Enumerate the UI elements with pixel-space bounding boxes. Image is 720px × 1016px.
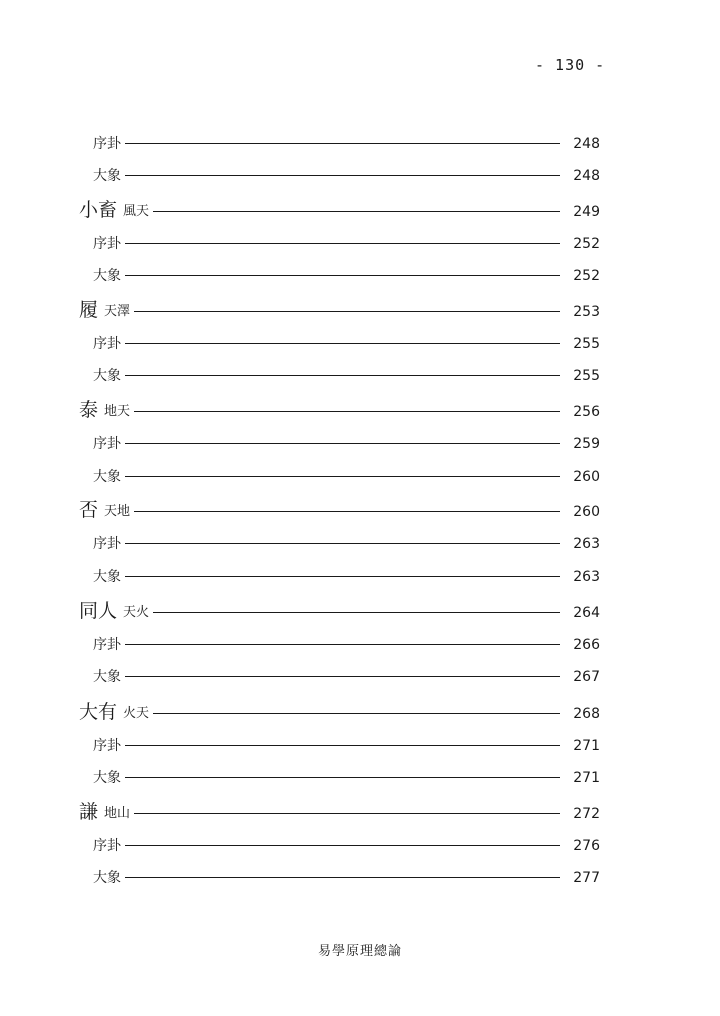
- leader-line: [125, 877, 560, 878]
- hexagram-name: 履: [79, 299, 99, 321]
- entry-title: [0, 236, 121, 252]
- page-ref: 266: [573, 637, 600, 653]
- leader-line: [153, 612, 560, 613]
- page-ref: 263: [573, 569, 600, 585]
- leader-line: [125, 175, 560, 176]
- leader-line: [125, 777, 560, 778]
- page-ref: 255: [573, 368, 600, 384]
- toc-subsection-entry[interactable]: [0, 360, 720, 384]
- page-ref: 249: [573, 204, 600, 220]
- section-name: 序卦: [93, 838, 121, 854]
- leader-line: [125, 476, 560, 477]
- leader-line: [134, 511, 560, 512]
- trigram-label: 風天: [123, 204, 150, 219]
- entry-title: [0, 770, 121, 786]
- toc-hexagram-entry[interactable]: [0, 597, 720, 621]
- page-ref: 264: [573, 605, 600, 621]
- page-number: - 130 -: [535, 56, 606, 74]
- section-name: 序卦: [93, 536, 121, 552]
- hexagram-name: 同人: [79, 600, 118, 622]
- page-ref: 271: [573, 738, 600, 754]
- section-name: 序卦: [93, 136, 121, 152]
- page-ref: 253: [573, 304, 600, 320]
- trigram-label: 地山: [104, 806, 131, 821]
- section-name: 大象: [93, 469, 121, 485]
- trigram-label: 天地: [104, 504, 131, 519]
- entry-title: [0, 838, 121, 854]
- leader-line: [153, 713, 560, 714]
- toc-subsection-entry[interactable]: [0, 128, 720, 152]
- section-name: 大象: [93, 669, 121, 685]
- toc-subsection-entry[interactable]: [0, 730, 720, 754]
- section-name: 大象: [93, 870, 121, 886]
- hexagram-name: 泰: [79, 399, 99, 421]
- entry-title: [0, 168, 121, 184]
- page-ref: 259: [573, 436, 600, 452]
- toc-hexagram-entry[interactable]: [0, 798, 720, 822]
- leader-line: [125, 375, 560, 376]
- entry-title: [0, 569, 121, 585]
- entry-title: [0, 637, 121, 653]
- entry-title: [0, 436, 121, 452]
- page-ref: 271: [573, 770, 600, 786]
- toc-hexagram-entry[interactable]: [0, 698, 720, 722]
- toc-subsection-entry[interactable]: [0, 160, 720, 184]
- entry-title: [0, 336, 121, 352]
- toc-subsection-entry[interactable]: [0, 528, 720, 552]
- page-ref: 248: [573, 168, 600, 184]
- toc-hexagram-entry[interactable]: [0, 196, 720, 220]
- leader-line: [125, 543, 560, 544]
- leader-line: [125, 676, 560, 677]
- hexagram-name: 謙: [79, 801, 99, 823]
- page-ref: 252: [573, 236, 600, 252]
- toc-subsection-entry[interactable]: [0, 428, 720, 452]
- toc-subsection-entry[interactable]: [0, 629, 720, 653]
- leader-line: [134, 813, 560, 814]
- section-name: 序卦: [93, 637, 121, 653]
- page-ref: 277: [573, 870, 600, 886]
- leader-line: [153, 211, 560, 212]
- section-name: 大象: [93, 569, 121, 585]
- entry-title: [0, 136, 121, 152]
- entry-title: [0, 802, 130, 822]
- leader-line: [125, 644, 560, 645]
- page-ref: 263: [573, 536, 600, 552]
- toc-subsection-entry[interactable]: [0, 228, 720, 252]
- page-ref: 252: [573, 268, 600, 284]
- leader-line: [125, 243, 560, 244]
- leader-line: [125, 275, 560, 276]
- book-title-footer: 易學原理總論: [317, 944, 402, 959]
- page-ref: 267: [573, 669, 600, 685]
- toc-hexagram-entry[interactable]: [0, 296, 720, 320]
- trigram-label: 火天: [123, 706, 150, 721]
- page-ref: 268: [573, 706, 600, 722]
- page-ref: 248: [573, 136, 600, 152]
- leader-line: [125, 576, 560, 577]
- entry-title: [0, 669, 121, 685]
- hexagram-name: 小畜: [79, 199, 118, 221]
- entry-title: [0, 702, 149, 722]
- entry-title: [0, 870, 121, 886]
- hexagram-name: 否: [79, 499, 99, 521]
- leader-line: [125, 845, 560, 846]
- section-name: 大象: [93, 168, 121, 184]
- toc-subsection-entry[interactable]: [0, 561, 720, 585]
- entry-title: [0, 200, 149, 220]
- leader-line: [125, 745, 560, 746]
- toc-subsection-entry[interactable]: [0, 461, 720, 485]
- leader-line: [125, 443, 560, 444]
- section-name: 大象: [93, 268, 121, 284]
- hexagram-name: 大有: [79, 701, 118, 723]
- entry-title: [0, 469, 121, 485]
- page-ref: 276: [573, 838, 600, 854]
- page-ref: 256: [573, 404, 600, 420]
- page-ref: 260: [573, 469, 600, 485]
- entry-title: [0, 536, 121, 552]
- page-ref: 255: [573, 336, 600, 352]
- toc-subsection-entry[interactable]: [0, 328, 720, 352]
- toc-subsection-entry[interactable]: [0, 260, 720, 284]
- entry-title: [0, 300, 130, 320]
- entry-title: [0, 601, 149, 621]
- toc-hexagram-entry[interactable]: [0, 496, 720, 520]
- entry-title: [0, 738, 121, 754]
- entry-title: [0, 500, 130, 520]
- section-name: 序卦: [93, 436, 121, 452]
- entry-title: [0, 400, 130, 420]
- section-name: 大象: [93, 770, 121, 786]
- section-name: 序卦: [93, 336, 121, 352]
- leader-line: [134, 311, 560, 312]
- entry-title: [0, 368, 121, 384]
- section-name: 大象: [93, 368, 121, 384]
- trigram-label: 天火: [123, 605, 150, 620]
- page-ref: 260: [573, 504, 600, 520]
- toc-subsection-entry[interactable]: [0, 830, 720, 854]
- page-ref: 272: [573, 806, 600, 822]
- trigram-label: 天澤: [104, 304, 131, 319]
- toc-hexagram-entry[interactable]: [0, 396, 720, 420]
- toc-subsection-entry[interactable]: [0, 862, 720, 886]
- section-name: 序卦: [93, 738, 121, 754]
- leader-line: [125, 343, 560, 344]
- leader-line: [125, 143, 560, 144]
- trigram-label: 地天: [104, 404, 131, 419]
- section-name: 序卦: [93, 236, 121, 252]
- entry-title: [0, 268, 121, 284]
- toc-subsection-entry[interactable]: [0, 762, 720, 786]
- leader-line: [134, 411, 560, 412]
- toc-subsection-entry[interactable]: [0, 661, 720, 685]
